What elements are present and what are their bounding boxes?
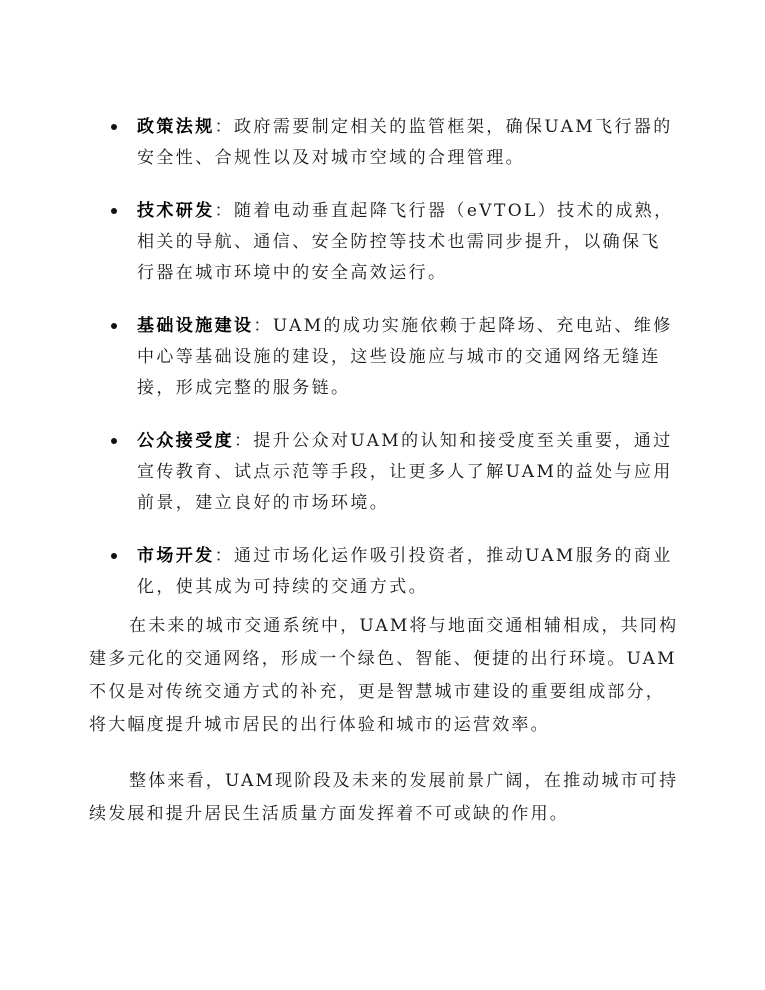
bullet-dot-icon (111, 323, 117, 329)
bullet-text: 提升公众对UAM的认知和接受度至关重要，通过宣传教育、试点示范等手段，让更多人了解UAM的益处与应用前景，建立良好的市场环境。 (137, 431, 673, 513)
list-item-market-development (100, 541, 680, 603)
bullet-text: 通过市场化运作吸引投资者，推动UAM服务的商业化，使其成为可持续的交通方式。 (137, 546, 673, 597)
list-item-infrastructure (100, 311, 680, 404)
bullet-term: 基础设施建设 (137, 316, 254, 336)
bullet-text: 随着电动垂直起降飞行器（eVTOL）技术的成熟，相关的导航、通信、安全防控等技术也需同步提升，以确保飞行器在城市环境中的安全高效运行。 (137, 201, 674, 283)
bullet-separator: ： (214, 117, 235, 137)
list-item-policy (100, 112, 680, 174)
bullet-term: 市场开发 (137, 546, 215, 566)
bullet-text: UAM的成功实施依赖于起降场、充电站、维修中心等基础设施的建设，这些设施应与城市的交通网络无缝连接，形成完整的服务链。 (137, 316, 673, 398)
bullet-term: 政策法规 (137, 117, 215, 137)
list-item-tech-rd (100, 196, 680, 289)
bullet-separator: ： (234, 431, 254, 451)
bullet-dot-icon (111, 124, 117, 130)
bullet-term: 公众接受度 (137, 431, 234, 451)
body-paragraph-future: 在未来的城市交通系统中，UAM将与地面交通相辅相成，共同构建多元化的交通网络，形成一个绿色、智能、便捷的出行环境。UAM不仅是对传统交通方式的补充，更是智慧城市建设的重要组成部分，将大幅度提升城市居民的出行体验和城市的运营效率。 (89, 616, 679, 735)
bullet-term: 技术研发 (137, 201, 215, 221)
bullet-dot-icon (111, 553, 117, 559)
bullet-separator: ： (253, 316, 273, 336)
bullet-separator: ： (214, 201, 235, 221)
bullet-dot-icon (111, 208, 117, 214)
body-paragraph-conclusion: 整体来看，UAM现阶段及未来的发展前景广阔，在推动城市可持续发展和提升居民生活质量方面发挥着不可或缺的作用。 (89, 771, 679, 824)
bullet-dot-icon (111, 438, 117, 444)
bullet-text: 政府需要制定相关的监管框架，确保UAM飞行器的安全性、合规性以及对城市空域的合理管理。 (137, 117, 673, 168)
bullet-separator: ： (214, 546, 235, 566)
list-item-public-acceptance (100, 426, 680, 519)
bullet-list (100, 112, 680, 625)
